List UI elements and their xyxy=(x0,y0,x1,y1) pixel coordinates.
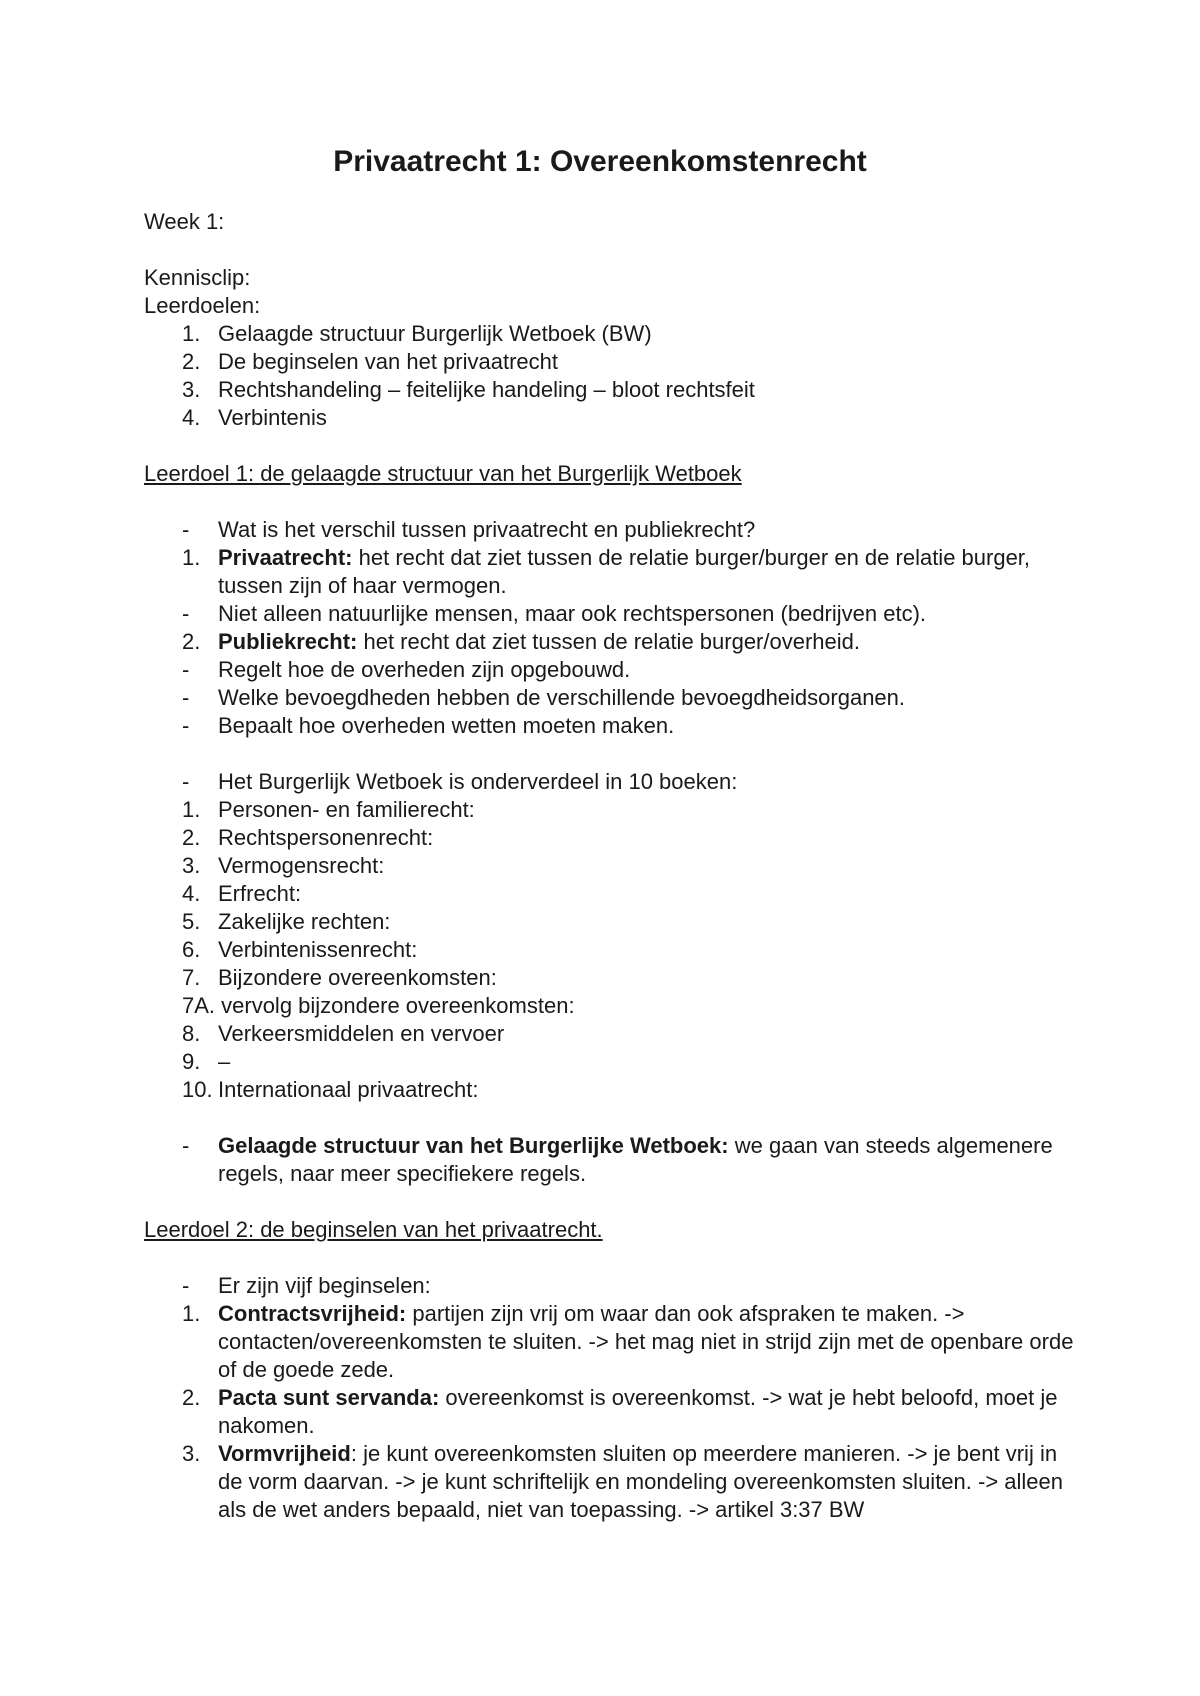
publiekrecht-definition: het recht dat ziet tussen de relatie burger/overheid. xyxy=(357,629,861,654)
book-text: Rechtspersonenrecht: xyxy=(218,825,434,850)
list-marker: 2. xyxy=(182,1385,201,1410)
question-item xyxy=(144,516,1074,544)
bullet-dash: - xyxy=(182,1133,190,1158)
beginselen-intro-text: Er zijn vijf beginselen: xyxy=(218,1273,431,1298)
privaatrecht-definition: het recht dat ziet tussen de relatie burger/burger en de relatie burger, tussen zijn of haar vermogen. xyxy=(218,545,1031,598)
books-intro-text: Het Burgerlijk Wetboek is onderverdeel in 10 boeken: xyxy=(218,769,738,794)
list-marker: 2. xyxy=(182,825,201,850)
list-marker: 9. xyxy=(182,1049,201,1074)
list-marker: 1. xyxy=(182,321,201,346)
beginsel-term: Pacta sunt servanda: xyxy=(218,1385,440,1410)
book-text: Personen- en familierecht: xyxy=(218,797,475,822)
sub-item-text: Bepaalt hoe overheden wetten moeten maken. xyxy=(218,713,675,738)
list-marker: 3. xyxy=(182,853,201,878)
book-item xyxy=(144,1020,1074,1048)
beginsel-text: : je kunt overeenkomsten sluiten op meerdere manieren. -> je bent vrij in de vorm daarvan. -> je kunt schriftelijk en mondeling overeenkomsten sluiten. -> alleen als de wet anders bepaald, niet van toepassing. -> artikel 3:37 BW xyxy=(218,1441,1064,1522)
leerdoel-text: Rechtshandeling – feitelijke handeling – bloot rechtsfeit xyxy=(218,377,755,402)
privaatrecht-sub-item xyxy=(144,600,1074,628)
list-marker: 5. xyxy=(182,909,201,934)
book-item xyxy=(144,1048,1074,1076)
sub-item-text: Niet alleen natuurlijke mensen, maar ook rechtspersonen (bedrijven etc). xyxy=(218,601,927,626)
book-item xyxy=(144,880,1074,908)
beginselen-intro xyxy=(144,1272,1074,1300)
publiekrecht-sub-item xyxy=(144,712,1074,740)
book-item xyxy=(144,824,1074,852)
book-text: Zakelijke rechten: xyxy=(218,909,391,934)
list-marker: 6. xyxy=(182,937,201,962)
leerdoel-item xyxy=(144,320,1074,348)
document-body xyxy=(144,208,1074,1524)
book-item xyxy=(144,964,1074,992)
leerdoel-text: Verbintenis xyxy=(218,405,327,430)
list-marker: 2. xyxy=(182,629,201,654)
leerdoelen-label: Leerdoelen: xyxy=(144,293,261,318)
privaatrecht-term: Privaatrecht: xyxy=(218,545,353,570)
book-7a-item: 7A. vervolg bijzondere overeenkomsten: xyxy=(182,993,575,1018)
beginsel-item xyxy=(144,1440,1074,1524)
spacer xyxy=(144,740,1074,768)
book-item xyxy=(144,908,1074,936)
sub-item-text: Welke bevoegdheden hebben de verschillende bevoegdheidsorganen. xyxy=(218,685,906,710)
section-1-heading: Leerdoel 1: de gelaagde structuur van het Burgerlijk Wetboek xyxy=(144,461,742,486)
bullet-dash: - xyxy=(182,657,190,682)
list-marker: 2. xyxy=(182,349,201,374)
book-text: Verbintenissenrecht: xyxy=(218,937,418,962)
section-2-heading: Leerdoel 2: de beginselen van het privaatrecht. xyxy=(144,1217,603,1242)
books-intro xyxy=(144,768,1074,796)
spacer xyxy=(144,1188,1074,1216)
leerdoel-item xyxy=(144,348,1074,376)
list-marker: 1. xyxy=(182,797,201,822)
book-text: Verkeersmiddelen en vervoer xyxy=(218,1021,505,1046)
bullet-dash: - xyxy=(182,685,190,710)
book-text: Internationaal privaatrecht: xyxy=(218,1077,479,1102)
leerdoel-item xyxy=(144,376,1074,404)
week-label: Week 1: xyxy=(144,209,225,234)
list-marker: 7. xyxy=(182,965,201,990)
spacer xyxy=(144,432,1074,460)
list-marker: 3. xyxy=(182,377,201,402)
publiekrecht-sub-item xyxy=(144,656,1074,684)
list-marker: 3. xyxy=(182,1441,201,1466)
book-item xyxy=(144,796,1074,824)
gelaagde-structuur-term: Gelaagde structuur van het Burgerlijke Wetboek: xyxy=(218,1133,729,1158)
beginsel-text: overeenkomst is overeenkomst. -> wat je hebt beloofd, moet je nakomen. xyxy=(218,1385,1058,1438)
bullet-dash: - xyxy=(182,1273,190,1298)
book-text: Vermogensrecht: xyxy=(218,853,385,878)
publiekrecht-sub-item xyxy=(144,684,1074,712)
list-marker: 10. xyxy=(182,1077,213,1102)
list-marker: 4. xyxy=(182,405,201,430)
document-title: Privaatrecht 1: Overeenkomstenrecht xyxy=(333,145,867,178)
beginsel-item xyxy=(144,1300,1074,1384)
beginsel-term: Vormvrijheid xyxy=(218,1441,351,1466)
spacer xyxy=(144,1104,1074,1132)
beginsel-text: partijen zijn vrij om waar dan ook afspraken te maken. -> contacten/overeenkomsten te sluiten. -> het mag niet in strijd zijn met de openbare orde of de goede zede. xyxy=(218,1301,1074,1382)
list-marker: 1. xyxy=(182,1301,201,1326)
privaatrecht-item xyxy=(144,544,1074,600)
bullet-dash: - xyxy=(182,713,190,738)
leerdoel-text: Gelaagde structuur Burgerlijk Wetboek (BW) xyxy=(218,321,652,346)
list-marker: 4. xyxy=(182,881,201,906)
publiekrecht-item xyxy=(144,628,1074,656)
book-item xyxy=(144,936,1074,964)
beginsel-item xyxy=(144,1384,1074,1440)
book-text: Erfrecht: xyxy=(218,881,302,906)
bullet-dash: - xyxy=(182,769,190,794)
spacer xyxy=(144,488,1074,516)
list-marker: 8. xyxy=(182,1021,201,1046)
book-item xyxy=(144,852,1074,880)
list-marker: 1. xyxy=(182,545,201,570)
book-item xyxy=(144,1076,1074,1104)
leerdoel-item xyxy=(144,404,1074,432)
publiekrecht-term: Publiekrecht: xyxy=(218,629,358,654)
gelaagde-structuur-text: we gaan van steeds algemenere regels, naar meer specifiekere regels. xyxy=(218,1133,1053,1186)
bullet-dash: - xyxy=(182,517,190,542)
book-text: – xyxy=(218,1049,231,1074)
book-text: Bijzondere overeenkomsten: xyxy=(218,965,497,990)
gelaagde-structuur-item xyxy=(144,1132,1074,1188)
leerdoel-text: De beginselen van het privaatrecht xyxy=(218,349,558,374)
sub-item-text: Regelt hoe de overheden zijn opgebouwd. xyxy=(218,657,631,682)
spacer xyxy=(144,236,1074,264)
spacer xyxy=(144,1244,1074,1272)
bullet-dash: - xyxy=(182,601,190,626)
kennisclip-label: Kennisclip: xyxy=(144,265,251,290)
beginsel-term: Contractsvrijheid: xyxy=(218,1301,407,1326)
question-text: Wat is het verschil tussen privaatrecht en publiekrecht? xyxy=(218,517,756,542)
